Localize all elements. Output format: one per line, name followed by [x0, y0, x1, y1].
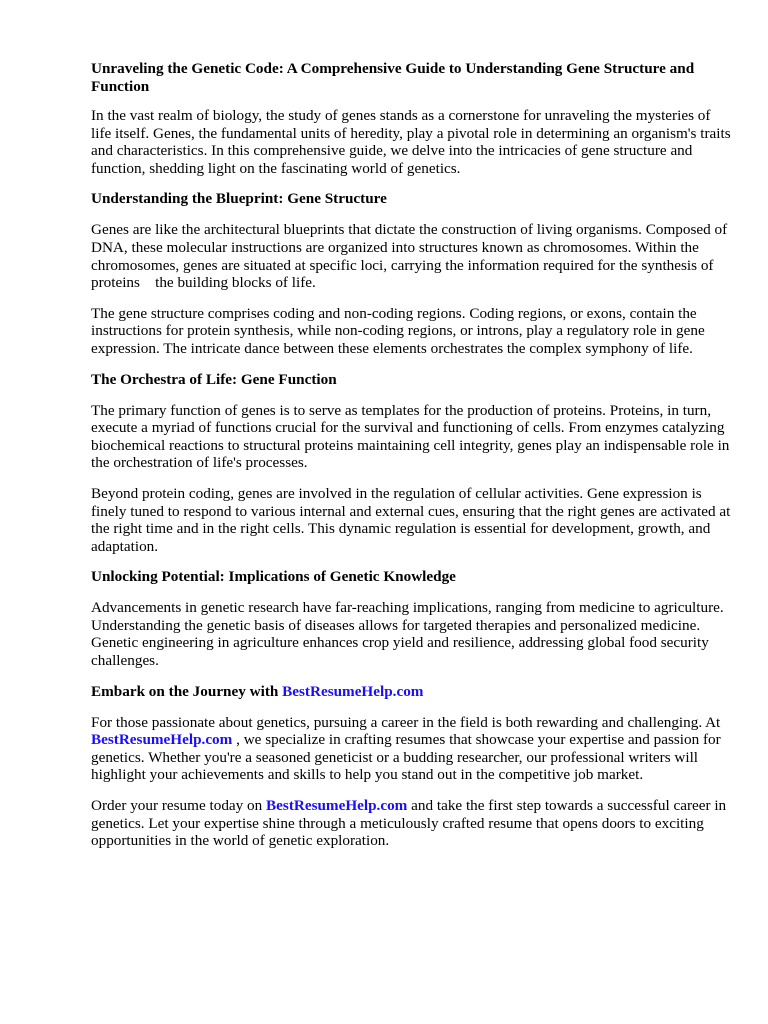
paragraph-site-link-2[interactable]: BestResumeHelp.com: [266, 797, 408, 815]
journey-paragraph-2: [91, 797, 731, 850]
journey-p2-text-after: and take the first step towards a successful career in genetics. Let your expertise shine through a meticulously crafted resume that opens doors to exciting opportunities in the world of genetic exploration.: [91, 797, 727, 850]
section-heading-journey: [91, 683, 731, 701]
gene-structure-paragraph-2: The gene structure comprises coding and non-coding regions. Coding regions, or exons, contain the instructions for protein synthesis, while non-coding regions, or introns, play a regulatory role in gene expression. The intricate dance between these elements orchestrates the complex symphony of life.: [91, 304, 705, 357]
journey-p2-text-before: Order your resume today on: [91, 797, 267, 815]
journey-heading-text: Embark on the Journey with: [91, 682, 283, 700]
implications-paragraph: Advancements in genetic research have far-reaching implications, ranging from medicine to agriculture. Understanding the genetic basis of diseases allows for targeted therapies and personalized medicine. Genetic engineering in agriculture enhances crop yield and resilience, addressing global food security challenges.: [91, 599, 724, 670]
journey-p1-text-before: For those passionate about genetics, pursuing a career in the field is both rewarding and challenging. At: [91, 713, 721, 731]
heading-site-link[interactable]: BestResumeHelp.com: [282, 682, 424, 700]
section-heading-gene-structure: Understanding the Blueprint: Gene Structure: [91, 190, 387, 208]
document-page: [91, 60, 731, 863]
section-heading-implications: Unlocking Potential: Implications of Genetic Knowledge: [91, 568, 456, 586]
gene-function-paragraph-2: Beyond protein coding, genes are involved in the regulation of cellular activities. Gene expression is finely tuned to respond to various internal and external cues, ensuring that the right genes are activated at the right time and in the right cells. This dynamic regulation is essential for development, growth, and adaptation.: [91, 484, 731, 555]
section-heading-gene-function: The Orchestra of Life: Gene Function: [91, 370, 337, 388]
paragraph-site-link-1[interactable]: BestResumeHelp.com: [91, 731, 233, 749]
document-title: Unraveling the Genetic Code: A Comprehensive Guide to Understanding Gene Structure and Function: [91, 60, 695, 95]
gene-function-paragraph-1: The primary function of genes is to serve as templates for the production of proteins. Proteins, in turn, execute a myriad of functions crucial for the survival and functioning of cells. From enzymes catalyzing biochemical reactions to structural proteins maintaining cell integrity, genes play an indispensable role in the orchestration of life's processes.: [91, 401, 730, 472]
journey-p1-text-after: , we specialize in crafting resumes that showcase your expertise and passion for genetics. Whether you're a seasoned geneticist or a budding researcher, our professional writers will highlight your achievements and skills to help you stand out in the competitive job market.: [91, 731, 721, 784]
gene-structure-paragraph-1: Genes are like the architectural blueprints that dictate the construction of living organisms. Composed of DNA, these molecular instructions are organized into structures known as chromosomes. Within the chromosomes, genes are situated at specific loci, carrying the information required for the synthesis of proteins the building blocks of life.: [91, 221, 728, 292]
intro-paragraph: In the vast realm of biology, the study of genes stands as a cornerstone for unraveling the mysteries of life itself. Genes, the fundamental units of heredity, play a pivotal role in determining an organism's traits and characteristics. In this comprehensive guide, we delve into the intricacies of gene structure and function, shedding light on the fascinating world of genetics.: [91, 107, 731, 177]
journey-paragraph-1: [91, 714, 731, 784]
